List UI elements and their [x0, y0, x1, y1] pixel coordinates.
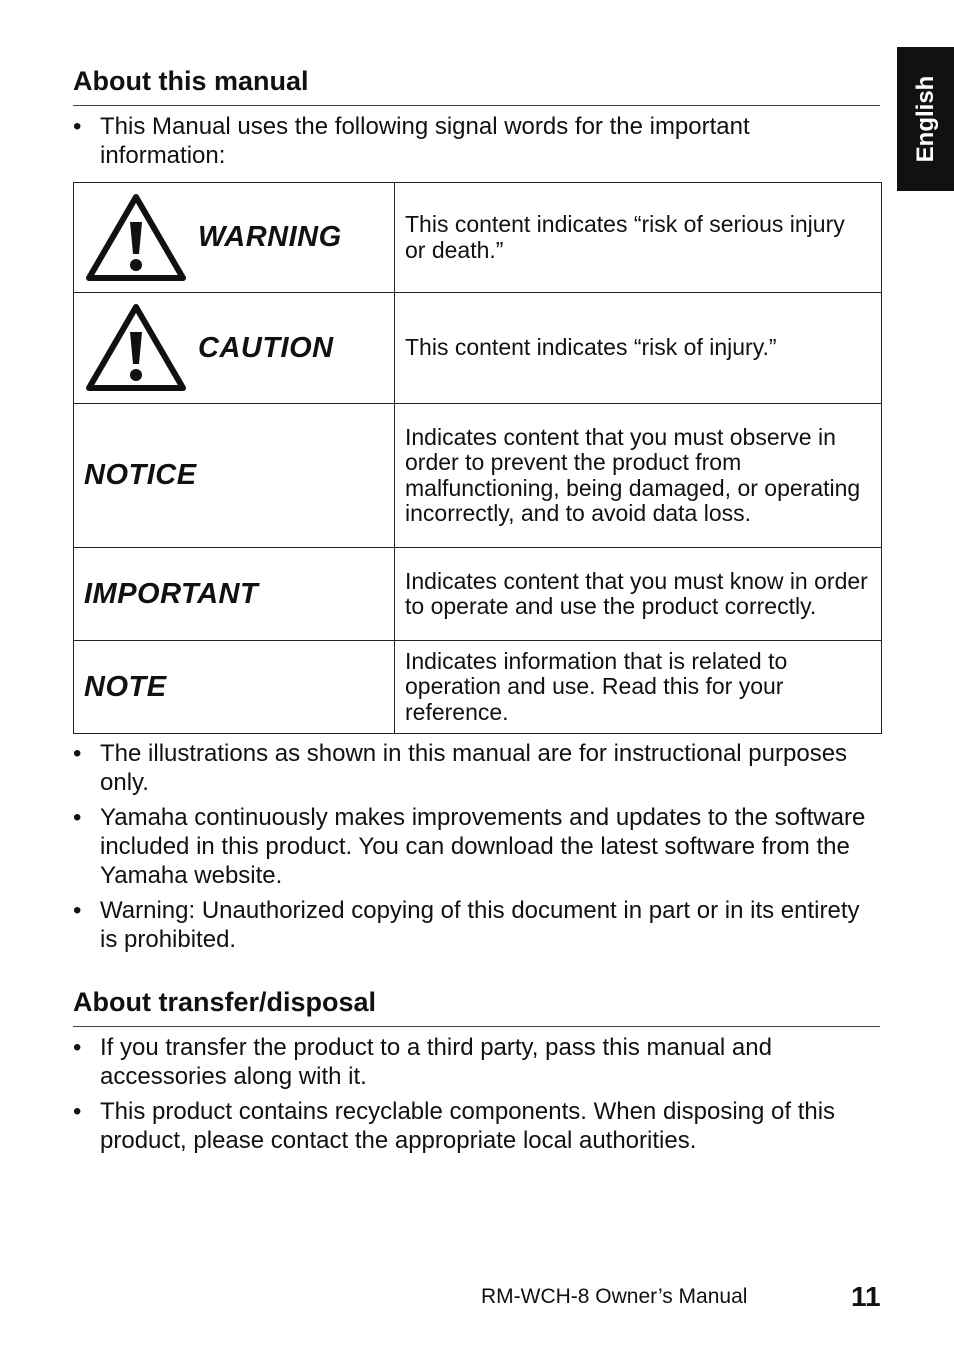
- bullet-dot: •: [73, 1098, 82, 1125]
- bullet-text: Warning: Unauthorized copying of this document in part or in its entirety is prohibited.: [100, 897, 860, 953]
- table-row-caution: [74, 293, 882, 404]
- signal-description-warning: This content indicates “risk of serious injury or death.”: [395, 183, 882, 293]
- signal-word-cell: [74, 183, 395, 293]
- list-item: [73, 896, 873, 954]
- signal-word-note: NOTE: [84, 670, 167, 703]
- language-tab: [897, 47, 954, 191]
- section-heading-about-manual: About this manual: [73, 66, 880, 106]
- bullet-text: Yamaha continuously makes improvements and updates to the software included in this product. You can download the latest software from the Yamaha website.: [100, 804, 866, 889]
- bullet-text: If you transfer the product to a third party, pass this manual and accessories along with it.: [100, 1034, 772, 1090]
- section-heading-transfer-disposal: About transfer/disposal: [73, 987, 880, 1027]
- bullet-text: This Manual uses the following signal words for the important information:: [100, 113, 750, 169]
- list-item: [73, 739, 873, 797]
- signal-description-important: Indicates content that you must know in order to operate and use the product correctly.: [395, 548, 882, 641]
- intro-list: [73, 112, 873, 176]
- bullet-text: This product contains recyclable components. When disposing of this product, please contact the appropriate local authorities.: [100, 1098, 836, 1154]
- list-item: [73, 1097, 873, 1155]
- footer-manual-title: RM-WCH-8 Owner’s Manual: [481, 1285, 748, 1308]
- signal-word-notice: NOTICE: [84, 459, 197, 491]
- table-row-note: [74, 641, 882, 734]
- warning-triangle-icon: [84, 192, 188, 284]
- bullet-text: The illustrations as shown in this manual are for instructional purposes only.: [100, 740, 848, 796]
- signal-word-caution: CAUTION: [198, 331, 334, 364]
- signal-description-caution: This content indicates “risk of injury.”: [395, 293, 882, 404]
- caution-triangle-icon: [84, 302, 188, 394]
- bullet-dot: •: [73, 1034, 82, 1061]
- signal-words-table: [73, 182, 882, 734]
- bullet-dot: •: [73, 897, 82, 924]
- signal-description-note: Indicates information that is related to operation and use. Read this for your reference.: [395, 641, 882, 734]
- list-item: [73, 112, 873, 170]
- signal-word-cell: [74, 404, 395, 548]
- signal-description-notice: Indicates content that you must observe in order to prevent the product from malfunctioning, being damaged, or operating incorrectly, and to avoid data loss.: [395, 404, 882, 548]
- bullet-dot: •: [73, 740, 82, 767]
- page-number: 11: [851, 1281, 881, 1312]
- transfer-disposal-list: [73, 1033, 873, 1161]
- signal-word-warning: WARNING: [198, 221, 342, 253]
- table-row-important: [74, 548, 882, 641]
- list-item: [73, 1033, 873, 1091]
- manual-notes-list: [73, 739, 873, 960]
- bullet-dot: •: [73, 113, 82, 140]
- list-item: [73, 803, 873, 890]
- table-row-warning: [74, 183, 882, 293]
- table-row-notice: [74, 404, 882, 548]
- language-tab-label: English: [911, 75, 939, 163]
- signal-word-cell: [74, 641, 395, 734]
- signal-word-cell: [74, 293, 395, 404]
- signal-word-important: IMPORTANT: [84, 577, 259, 610]
- signal-word-cell: [74, 548, 395, 641]
- bullet-dot: •: [73, 804, 82, 831]
